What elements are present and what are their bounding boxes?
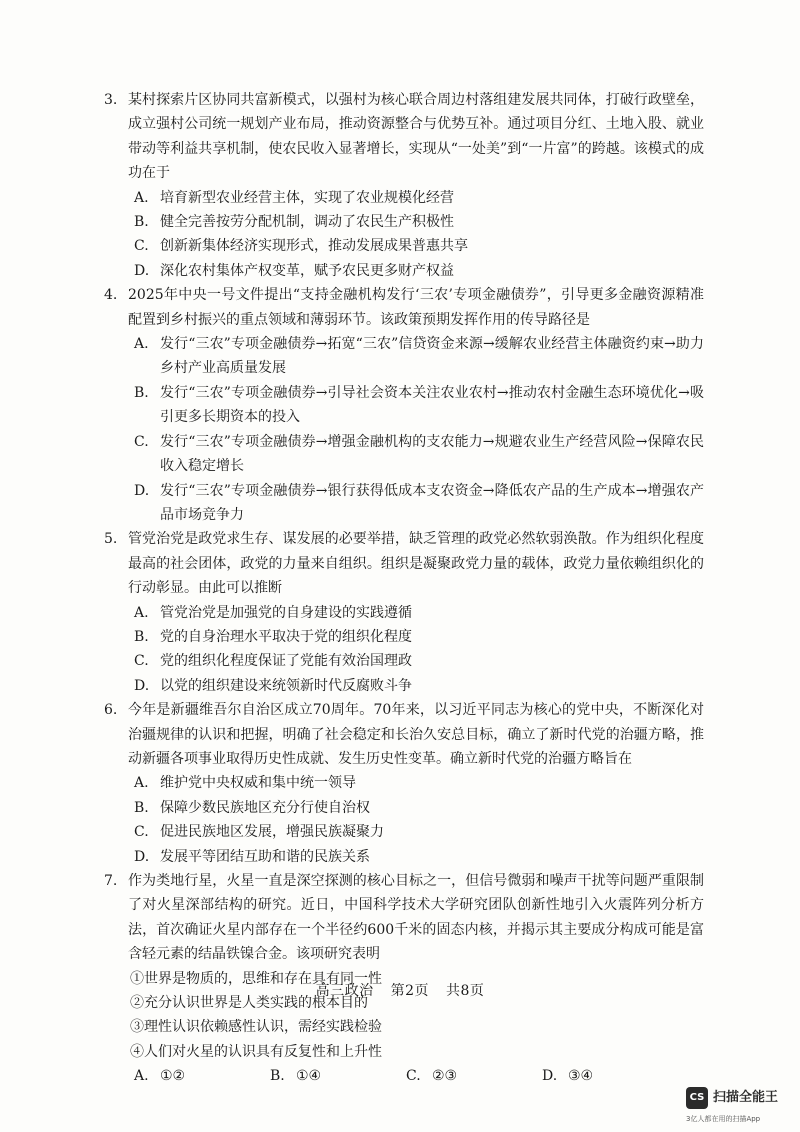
option-c: C. 发行“三农”专项金融债券→增强金融机构的支农能力→规避农业生产经营风险→保障农民收入稳定增长 (134, 433, 704, 475)
question-number: 5. (104, 531, 118, 548)
question-stem: 今年是新疆维吾尔自治区成立70周年。70年来，以习近平同志为核心的党中央，不断深化对治疆规律的认识和把握，明确了社会稳定和长治久安总目标，确立了新时代党的治疆方略，推动新疆各项事业取得历史性成就、发生历史性变革。确立新时代党的治疆方略旨在 (128, 702, 704, 767)
question-number: 3. (104, 92, 118, 108)
choice-row (128, 1064, 704, 1088)
choice-b: B. ①④ (270, 1068, 322, 1085)
question-stem: 作为类地行星，火星一直是深空探测的核心目标之一，但信号微弱和噪声干扰等问题严重限制了对火星深部结构的研究。近日，中国科学技术大学研究团队创新性地引入火震阵列分析方法，首次确证火星内部存在一个半径约600千米的固态内核，并揭示其主要成分构成可能是富含轻元素的结晶铁镍合金。该项研究表明 (128, 873, 704, 963)
option-a: A. 维护党中央权威和集中统一领导 (134, 775, 356, 792)
question-number: 4. (104, 287, 118, 304)
option-list (128, 332, 704, 527)
statement-2: ②充分认识世界是人类实践的根本目的 (130, 995, 368, 1012)
question-stem: 某村探索片区协同共富新模式，以强村为核心联合周边村落组建发展共同体，打破行政壁垒，成立强村公司统一规划产业布局，推动资源整合与优势互补。通过项目分红、土地入股、就业带动等利益共享机制，使农民收入显著增长，实现从“一处美”到“一片富”的跨越。该模式的成功在于 (128, 92, 704, 182)
option-list (128, 186, 704, 284)
question-5 (104, 527, 704, 698)
scanner-watermark (676, 1084, 800, 1132)
watermark-tagline: 3亿人都在用的扫描App (686, 1115, 761, 1123)
question-6 (104, 698, 704, 869)
question-3 (104, 88, 704, 283)
option-d: D. 发行“三农”专项金融债券→银行获得低成本支农资金→降低农产品的生产成本→增强农产品市场竞争力 (134, 482, 704, 523)
camscanner-logo-icon: CS (686, 1087, 708, 1109)
option-b: B. 保障少数民族地区充分行使自治权 (134, 799, 370, 816)
statement-1: ①世界是物质的，思维和存在具有同一性 (130, 970, 382, 987)
option-c: C. 党的组织化程度保证了党能有效治国理政 (134, 653, 412, 670)
option-d: D. 深化农村集体产权变革，赋予农民更多财产权益 (134, 262, 454, 279)
option-c: C. 促进民族地区发展，增强民族凝聚力 (134, 824, 384, 841)
footer-total-pages: 共8页 (445, 983, 485, 999)
choice-a: A. ①② (134, 1068, 186, 1085)
question-number: 6. (104, 702, 118, 719)
statement-4: ④人们对火星的认识具有反复性和上升性 (130, 1043, 382, 1060)
option-a: A. 管党治党是加强党的自身建设的实践遵循 (134, 604, 412, 621)
option-list (128, 771, 704, 869)
option-d: D. 发展平等团结互助和谐的民族关系 (134, 848, 370, 865)
option-a: A. 培育新型农业经营主体，实现了农业规模化经营 (134, 189, 454, 206)
footer-page-number: 第2页 (390, 983, 429, 999)
option-b: B. 党的自身治理水平取决于党的组织化程度 (134, 628, 412, 645)
question-number: 7. (104, 873, 118, 889)
option-b: B. 健全完善按劳分配机制，调动了农民生产积极性 (134, 214, 454, 231)
choice-c: C. ②③ (406, 1068, 458, 1085)
question-list (104, 88, 704, 1089)
statement-3: ③理性认识依赖感性认识，需经实践检验 (130, 1019, 382, 1036)
option-list (128, 601, 704, 699)
choice-d: D. ③④ (542, 1068, 594, 1085)
option-a: A. 发行“三农”专项金融债券→拓宽“三农”信贷资金来源→缓解农业经营主体融资约束→助力乡村产业高质量发展 (134, 336, 704, 377)
question-stem: 2025年中央一号文件提出“支持金融机构发行‘三农’专项金融债券”，引导更多金融资源精准配置到乡村振兴的重点领域和薄弱环节。该政策预期发挥作用的传导路径是 (128, 287, 704, 328)
footer-subject: 高三政治 (315, 983, 374, 999)
watermark-app-name: 扫描全能王 (713, 1090, 779, 1105)
question-4 (104, 283, 704, 527)
option-d: D. 以党的组织建设来统领新时代反腐败斗争 (134, 677, 412, 694)
question-stem: 管党治党是政党求生存、谋发展的必要举措，缺乏管理的政党必然软弱涣散。作为组织化程度最高的社会团体，政党的力量来自组织。组织是凝聚政党力量的载体，政党力量依赖组织化的行动彰显。由此可以推断 (128, 531, 704, 597)
option-b: B. 发行“三农”专项金融债券→引导社会资本关注农业农村→推动农村金融生态环境优化→吸引更多长期资本的投入 (134, 384, 704, 426)
page-footer (0, 980, 800, 1000)
option-c: C. 创新新集体经济实现形式，推动发展成果普惠共享 (134, 238, 468, 255)
question-7 (104, 869, 704, 1089)
